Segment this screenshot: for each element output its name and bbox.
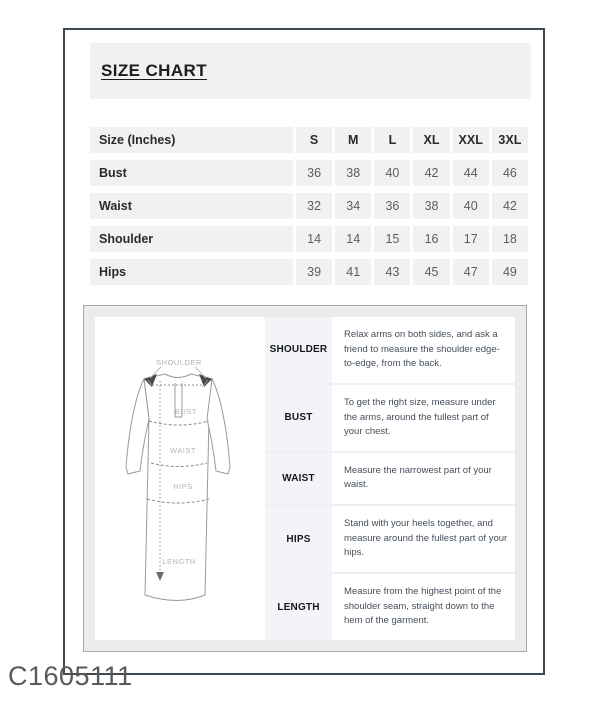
bust-xl: 42 <box>413 160 449 186</box>
guide-label-shoulder: SHOULDER <box>265 317 332 383</box>
waist-xxl: 40 <box>453 193 489 219</box>
guide-row-length <box>265 572 515 640</box>
row-label-bust: Bust <box>90 160 293 186</box>
guide-label-hips: HIPS <box>265 506 332 572</box>
measure-guide-rows <box>265 317 515 640</box>
diagram-label-length: LENGTH <box>162 557 196 566</box>
guide-label-bust: BUST <box>265 385 332 451</box>
waist-xl: 38 <box>413 193 449 219</box>
guide-label-length: LENGTH <box>265 574 332 640</box>
bust-3xl: 46 <box>492 160 528 186</box>
guide-label-waist: WAIST <box>265 453 332 504</box>
page-title: SIZE CHART <box>101 61 207 80</box>
size-col-m: M <box>335 127 371 153</box>
diagram-label-waist: WAIST <box>170 446 196 455</box>
row-label-waist: Waist <box>90 193 293 219</box>
size-col-3xl: 3XL <box>492 127 528 153</box>
title-band <box>90 43 531 99</box>
bust-l: 40 <box>374 160 410 186</box>
hips-xl: 45 <box>413 259 449 285</box>
hips-m: 41 <box>335 259 371 285</box>
waist-m: 34 <box>335 193 371 219</box>
row-label-hips: Hips <box>90 259 293 285</box>
guide-desc-length: Measure from the highest point of the shoulder seam, straight down to the hem of the garment. <box>344 585 502 627</box>
guide-desc-bust: To get the right size, measure under the arms, around the fullest part of your chest. <box>344 396 496 438</box>
size-col-l: L <box>374 127 410 153</box>
size-table <box>87 120 531 292</box>
table-row-hips <box>90 259 528 285</box>
guide-row-waist <box>265 451 515 504</box>
hips-xxl: 47 <box>453 259 489 285</box>
product-code: C1605111 <box>8 661 133 691</box>
measure-guide-box <box>83 305 527 652</box>
row-label-shoulder: Shoulder <box>90 226 293 252</box>
bust-xxl: 44 <box>453 160 489 186</box>
waist-s: 32 <box>296 193 332 219</box>
table-row-waist <box>90 193 528 219</box>
guide-desc-waist: Measure the narrowest part of your waist. <box>344 464 492 491</box>
diagram-label-bust: BUST <box>174 407 198 416</box>
hips-s: 39 <box>296 259 332 285</box>
size-col-xxl: XXL <box>453 127 489 153</box>
measure-guide-content <box>95 317 515 640</box>
shoulder-xxl: 17 <box>453 226 489 252</box>
bust-s: 36 <box>296 160 332 186</box>
guide-desc-hips: Stand with your heels together, and measure around the fullest part of your hips. <box>344 517 508 559</box>
bust-m: 38 <box>335 160 371 186</box>
shoulder-s: 14 <box>296 226 332 252</box>
guide-row-shoulder <box>265 317 515 383</box>
shoulder-l: 15 <box>374 226 410 252</box>
size-table-header-label: Size (Inches) <box>90 127 293 153</box>
guide-row-hips <box>265 504 515 572</box>
hips-3xl: 49 <box>492 259 528 285</box>
hips-l: 43 <box>374 259 410 285</box>
shoulder-m: 14 <box>335 226 371 252</box>
size-table-header-row <box>90 127 528 153</box>
waist-3xl: 42 <box>492 193 528 219</box>
guide-row-bust <box>265 383 515 451</box>
table-row-shoulder <box>90 226 528 252</box>
size-col-s: S <box>296 127 332 153</box>
kurti-outline-illustration <box>95 317 265 640</box>
size-col-xl: XL <box>413 127 449 153</box>
waist-l: 36 <box>374 193 410 219</box>
size-chart-card <box>63 28 545 675</box>
shoulder-3xl: 18 <box>492 226 528 252</box>
shoulder-xl: 16 <box>413 226 449 252</box>
garment-diagram <box>95 317 265 640</box>
diagram-label-hips: HIPS <box>173 482 193 491</box>
table-row-bust <box>90 160 528 186</box>
diagram-label-shoulder: SHOULDER <box>156 358 202 367</box>
guide-desc-shoulder: Relax arms on both sides, and ask a friend to measure the shoulder edge-to-edge, from the back. <box>344 328 500 370</box>
